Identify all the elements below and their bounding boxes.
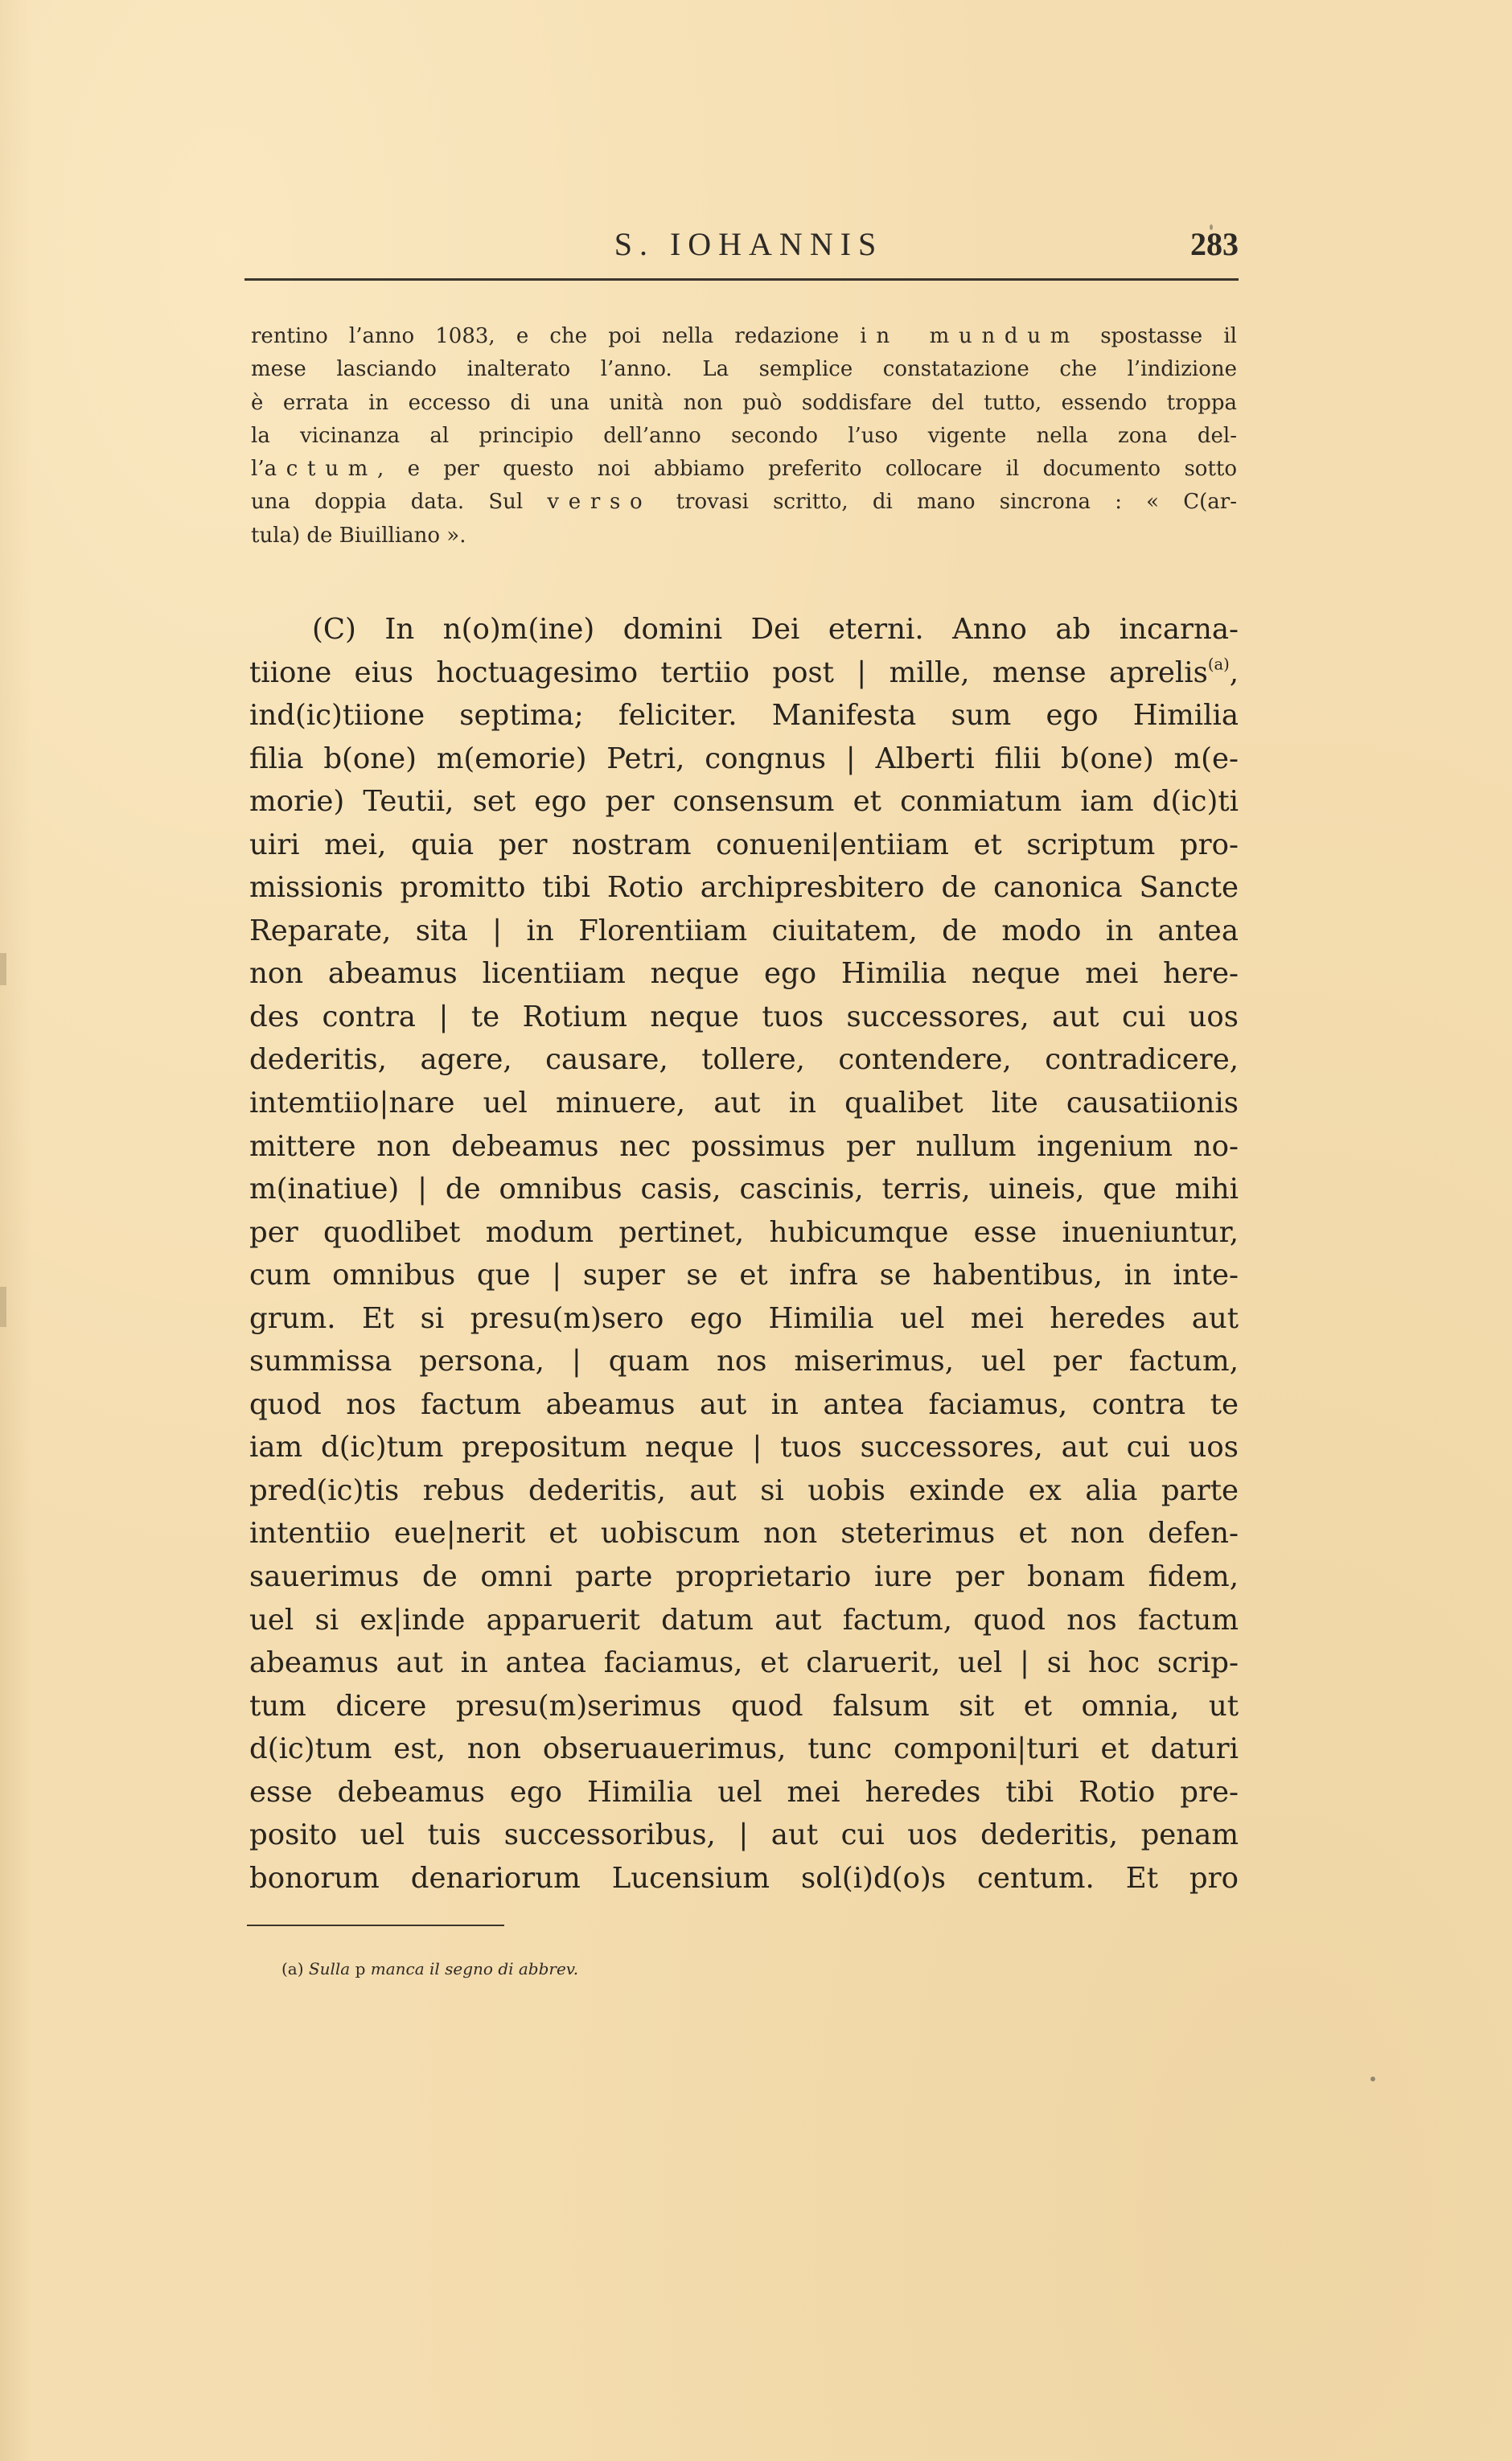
text-line: non abeamus licentiiam neque ego Himilia neque mei here- bbox=[249, 957, 1239, 991]
text-line: summissa persona, | quam nos miserimus, uel per factum, bbox=[249, 1345, 1239, 1378]
note-text: , e per questo noi abbiamo preferito collocare il documento sotto bbox=[377, 457, 1237, 482]
text-line: esse debeamus ego Himilia uel mei heredes tibi Rotio pre- bbox=[249, 1775, 1239, 1809]
note-text: trovasi scritto, di mano sincrona : « C(ar- bbox=[676, 490, 1238, 515]
text-line: uiri mei, quia per nostram conueni|entiiam et scriptum pro- bbox=[249, 828, 1239, 861]
text-segment: , bbox=[1229, 655, 1239, 689]
spaced-term-actum: actum bbox=[264, 457, 378, 482]
text-line: filia b(one) m(emorie) Petri, congnus | Alberti filii b(one) m(e- bbox=[249, 742, 1239, 775]
text-line: quod nos factum abeamus aut in antea faciamus, contra te bbox=[249, 1387, 1239, 1421]
spaced-term-in-mundum: in mundum bbox=[860, 324, 1080, 348]
footnote-text: Sulla bbox=[308, 1959, 351, 1978]
text-line: uel si ex|inde apparuerit datum aut factum, quod nos factum bbox=[249, 1603, 1239, 1637]
note-line: è errata in eccesso di una unità non può soddisfare del tutto, essendo troppa bbox=[251, 390, 1237, 415]
text-line: posito uel tuis successoribus, | aut cui uos dederitis, penam bbox=[249, 1818, 1239, 1852]
note-line: mese lasciando inalterato l’anno. La semplice constatazione che l’indizione bbox=[251, 357, 1237, 382]
note-line bbox=[251, 320, 1237, 353]
text-line: missionis promitto tibi Rotio archipresbitero de canonica Sancte bbox=[249, 871, 1239, 905]
note-text: rentino l’anno 1083, e che poi nella redazione bbox=[251, 324, 840, 348]
text-line: des contra | te Rotium neque tuos successores, aut cui uos bbox=[249, 1000, 1239, 1033]
text-line: iam d(ic)tum prepositum neque | tuos successores, aut cui uos bbox=[249, 1431, 1239, 1465]
text-line: d(ic)tum est, non obseruauerimus, tunc componi|turi et daturi bbox=[249, 1732, 1239, 1766]
running-head-title: S. IOHANNIS bbox=[614, 226, 884, 262]
editorial-note bbox=[251, 320, 1237, 553]
text-line: bonorum denariorum Lucensium sol(i)d(o)s centum. Et pro bbox=[249, 1861, 1239, 1895]
document-transcription bbox=[249, 608, 1239, 1900]
note-text: spostasse il bbox=[1100, 324, 1237, 348]
text-line bbox=[249, 651, 1239, 695]
note-line bbox=[251, 486, 1237, 519]
footnote-text: p bbox=[355, 1959, 366, 1978]
text-line: pred(ic)tis rebus dederitis, aut si uobis exinde ex alia parte bbox=[249, 1473, 1239, 1507]
text-segment: tiione eius hoctuagesimo tertiio post | mille, mense aprelis bbox=[249, 655, 1208, 689]
text-line: (C) In n(o)m(ine) domini Dei eterni. Anno ab incarna- bbox=[312, 613, 1239, 646]
header-rule bbox=[244, 278, 1239, 281]
text-line: mittere non debeamus nec possimus per nullum ingenium no- bbox=[249, 1129, 1239, 1163]
note-line: tula) de Biuilliano ». bbox=[251, 523, 466, 548]
note-line bbox=[251, 453, 1237, 486]
text-line: morie) Teutii, set ego per consensum et conmiatum iam d(ic)ti bbox=[249, 785, 1239, 819]
footnote-marker: (a) bbox=[281, 1959, 304, 1978]
text-line: cum omnibus que | super se et infra se habentibus, in inte- bbox=[249, 1259, 1239, 1292]
footnote-rule bbox=[247, 1925, 504, 1926]
note-text: l’ bbox=[251, 457, 265, 482]
text-line: Reparate, sita | in Florentiiam ciuitatem, de modo in antea bbox=[249, 914, 1239, 947]
text-line: per quodlibet modum pertinet, hubicumque esse inueniuntur, bbox=[249, 1215, 1239, 1249]
text-line: sauerimus de omni parte proprietario iure per bonam fidem, bbox=[249, 1560, 1239, 1594]
footnote-a bbox=[281, 1959, 578, 1978]
note-text: una doppia data. Sul bbox=[251, 490, 524, 515]
footnote-marker-a[interactable]: (a) bbox=[1207, 654, 1230, 673]
text-line: abeamus aut in antea faciamus, et claruerit, uel | si hoc scrip- bbox=[249, 1646, 1239, 1680]
text-line: intemtiio|nare uel minuere, aut in qualibet lite causatiionis bbox=[249, 1087, 1239, 1120]
note-line: la vicinanza al principio dell’anno secondo l’uso vigente nella zona del- bbox=[251, 423, 1237, 448]
page-edge-stain bbox=[0, 953, 6, 985]
footnote-text: manca il segno di abbrev. bbox=[370, 1959, 579, 1978]
text-line: m(inatiue) | de omnibus casis, cascinis, terris, uineis, que mihi bbox=[249, 1173, 1239, 1206]
running-head bbox=[244, 225, 1239, 273]
text-line: tum dicere presu(m)serimus quod falsum sit et omnia, ut bbox=[249, 1689, 1239, 1723]
text-line: intentiio eue|nerit et uobiscum non steterimus et non defen- bbox=[249, 1517, 1239, 1551]
text-line: dederitis, agere, causare, tollere, contendere, contradicere, bbox=[249, 1043, 1239, 1077]
spaced-term-verso: verso bbox=[547, 490, 652, 515]
text-line: grum. Et si presu(m)sero ego Himilia uel mei heredes aut bbox=[249, 1301, 1239, 1335]
page-edge-stain bbox=[0, 1287, 6, 1327]
text-line: ind(ic)tiione septima; feliciter. Manifesta sum ego Himilia bbox=[249, 699, 1239, 733]
page-number: 283 bbox=[1190, 226, 1239, 262]
paper-spot bbox=[1370, 2077, 1375, 2081]
